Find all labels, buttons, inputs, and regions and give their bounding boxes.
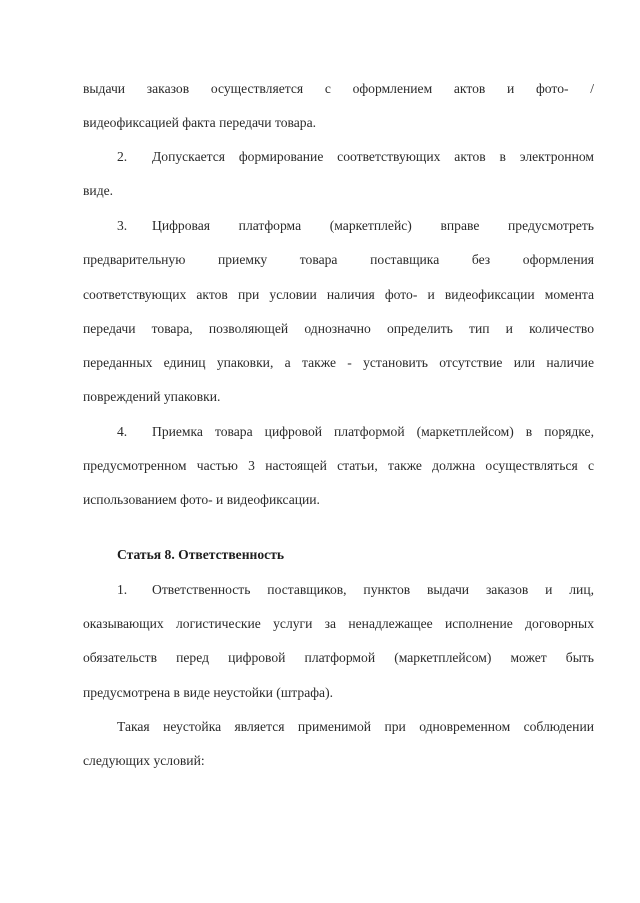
text-line: видеофиксацией факта передачи товара. — [83, 115, 317, 130]
text-line: обязательств перед цифровой платформой (маркетплейсом) может быть — [83, 650, 594, 665]
list-item-3 — [117, 216, 594, 236]
text-line: выдачи заказов осуществляется с оформлением актов и фото- / — [83, 81, 594, 96]
text-line: Ответственность поставщиков, пунктов выдачи заказов и лиц, — [152, 582, 594, 597]
text-line: следующих условий: — [83, 753, 205, 768]
text-line: предварительную приемку товара поставщика без оформления — [83, 252, 594, 267]
text-line: передачи товара, позволяющей однозначно определить тип и количество — [83, 321, 594, 336]
text-line: Допускается формирование соответствующих актов в электронном — [152, 149, 594, 164]
item-number: 1. — [117, 582, 128, 597]
article-heading: Статья 8. Ответственность — [117, 547, 285, 562]
text-line: Приемка товара цифровой платформой (маркетплейсом) в порядке, — [152, 424, 594, 439]
text-line: Такая неустойка является применимой при одновременном соблюдении — [117, 719, 594, 734]
text-line: переданных единиц упаковки, а также - установить отсутствие или наличие — [83, 355, 594, 370]
text-line: соответствующих актов при условии наличия фото- и видеофиксации момента — [83, 287, 594, 302]
text-line: предусмотренном частью 3 настоящей статьи, также должна осуществляться с — [83, 458, 594, 473]
item-number: 4. — [117, 424, 128, 439]
item-number: 2. — [117, 149, 128, 164]
text-line: предусмотрена в виде неустойки (штрафа). — [83, 685, 334, 700]
text-line: виде. — [83, 183, 114, 198]
text-line: использованием фото- и видеофиксации. — [83, 492, 320, 507]
list-item-4 — [117, 422, 594, 442]
item-number: 3. — [117, 218, 128, 233]
list-item-2 — [117, 147, 594, 167]
text-line: оказывающих логистические услуги за ненадлежащее исполнение договорных — [83, 616, 594, 631]
text-line: повреждений упаковки. — [83, 389, 221, 404]
text-line: Цифровая платформа (маркетплейс) вправе предусмотреть — [152, 218, 594, 233]
list-item-1 — [117, 580, 594, 600]
